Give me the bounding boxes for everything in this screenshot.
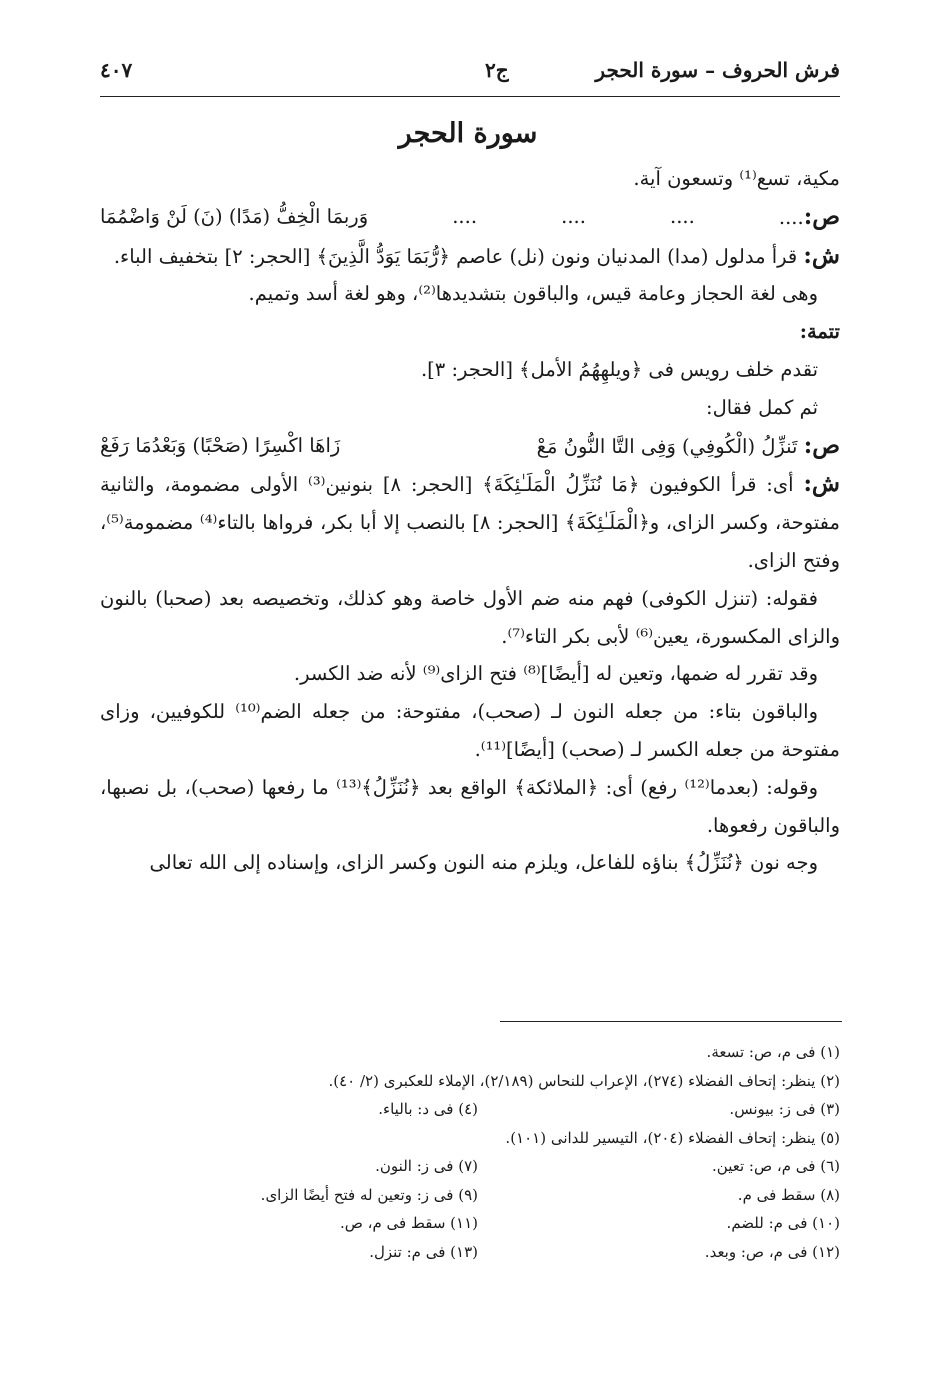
footnote: (٦) فى م، ص: تعين. — [712, 1157, 840, 1175]
header-title: فرش الحروف – سورة الحجر — [595, 58, 840, 82]
intro-line: مكية، تسع⁽¹⁾ وتسعون آية. — [633, 167, 840, 190]
footnote-row — [100, 1209, 840, 1238]
sharh-paragraph-1 — [100, 237, 840, 276]
paragraph-faqawluhu: فقوله: (تنزل الكوفى) فهم منه ضم الأول خاصة وهو كذلك، وتخصيصه بعد (صحبا) بالنون والزاى المكسورة، يعين⁽⁶⁾ لأبى بكر التاء⁽⁷⁾. — [100, 586, 840, 648]
footnote-row — [100, 1238, 840, 1267]
verse-hemistich-right: تَنزِّلُ (الْكُوفِي) وَفِى التَّا النُّونُ مَعْ — [536, 434, 798, 458]
paragraph-walbaqun: والباقون بتاء: من جعله النون لـ (صحب)، مفتوحة: من جعله الضم⁽¹⁰⁾ للكوفيين، وزاى مفتوحة من جعله الكسر لـ (صحب) [أيضًا]⁽¹¹⁾. — [100, 700, 840, 761]
footnote: (٣) فى ز: بيونس. — [729, 1100, 840, 1118]
paragraph-wajh: وجه نون ﴿نُنَزِّلُ﴾ بناؤه للفاعل، ويلزم منه النون وكسر الزاى، وإسناده إلى الله تعالى — [149, 851, 818, 875]
header-rule — [100, 96, 840, 97]
footnote: (٤) فى د: بالياء. — [378, 1100, 478, 1118]
paragraph-tatimma: تقدم خلف رويس فى ﴿ويلهِهُمُ الأمل﴾ [الحجر: ٣]. — [420, 357, 818, 381]
verse-dots: .... — [452, 204, 478, 228]
sharh-text: أى: قرأ الكوفيون ﴿مَا نُنَزِّلُ الْمَلَـٰئِكَةَ﴾ [الحجر: ٨] بنونين⁽³⁾ الأولى مضمومة، والثانية مفتوحة، وكسر الزاى، و﴿الْمَلَـٰئِكَةَ﴾ [الحجر: ٨] بالنصب إلا أبا بكر، فرواها بالتاء⁽⁴⁾ مضمومة⁽⁵⁾، وفتح الزاى. — [100, 473, 840, 572]
sharh-label: ش: — [803, 470, 841, 498]
verse-line-2 — [100, 427, 840, 466]
verse-label: ص: — [803, 431, 840, 459]
paragraph-thumma: ثم كمل فقال: — [706, 395, 818, 419]
verse-dots: .... — [670, 204, 695, 228]
footnote-rule — [500, 1021, 842, 1022]
verse-hemistich-left: زَاهَا اكْسِرًا (صَحْبًا) وَبَعْدُمَا رَفَعْ — [100, 433, 341, 457]
footnote: (٥) ينظر: إتحاف الفضلاء (٢٠٤)، التيسير للدانى (١٠١). — [505, 1128, 840, 1147]
verse-line-1 — [100, 198, 840, 237]
page-number: ٤٠٧ — [100, 58, 133, 82]
verse-label: ص: — [803, 202, 840, 230]
footnote: (١) فى م، ص: تسعة. — [706, 1043, 840, 1061]
footnote: (١١) سقط فى م، ص. — [339, 1214, 478, 1232]
main-text — [100, 160, 840, 882]
sharh-label: ش: — [803, 241, 840, 269]
footnote: (٧) فى ز: النون. — [375, 1157, 478, 1175]
footnotes — [100, 1038, 840, 1266]
verse-dots: .... — [561, 204, 586, 228]
footnote: (١٠) فى م: للضم. — [726, 1214, 840, 1232]
footnote-row — [100, 1152, 840, 1181]
tatimma-heading: تتمة: — [799, 320, 840, 344]
footnote: (٩) فى ز: وتعين له فتح أيضًا الزاى. — [260, 1185, 478, 1204]
verse-text: وَربمَا الْخِفُّ (مَدًا) (نَ) لَنْ وَاضْمُمَا — [100, 204, 369, 228]
header-volume: ج٢ — [485, 58, 509, 82]
footnote: (١٢) فى م، ص: وبعد. — [704, 1242, 840, 1261]
paragraph-waqad: وقد تقرر له ضمها، وتعين له [أيضًا]⁽⁸⁾ فتح الزاى⁽⁹⁾ لأنه ضد الكسر. — [293, 662, 818, 686]
paragraph-lugha: وهى لغة الحجاز وعامة قيس، والباقون بتشديدها⁽²⁾، وهو لغة أسد وتميم. — [248, 282, 818, 306]
paragraph-wqawluhu: وقوله: (بعدما⁽¹²⁾ رفع) أى: ﴿الملائكة﴾ الواقع بعد ﴿نُنَزِّلُ﴾⁽¹³⁾ ما رفعها (صحب)، بل نصبها، والباقون رفعوها. — [100, 775, 840, 837]
footnote: (١٣) فى م: تنزل. — [369, 1242, 478, 1261]
footnote: (٢) ينظر: إتحاف الفضلاء (٢٧٤)، الإعراب للنحاس (٢/١٨٩)، الإملاء للعكبرى (٢/ ٤٠). — [328, 1071, 840, 1090]
running-header — [100, 58, 840, 92]
verse-dots: .... — [778, 205, 804, 229]
sura-title: سورة الحجر — [398, 118, 538, 149]
footnote: (٨) سقط فى م. — [737, 1185, 840, 1204]
sharh-text: قرأ مدلول (مدا) المدنيان ونون (نل) عاصم ﴿رُّبَمَا يَوَدُّ الَّذِينَ﴾ [الحجر: ٢] بتخفيف الباء. — [113, 244, 798, 268]
footnote-row — [100, 1095, 840, 1124]
footnote-row — [100, 1181, 840, 1210]
sharh-paragraph-2 — [100, 465, 840, 579]
